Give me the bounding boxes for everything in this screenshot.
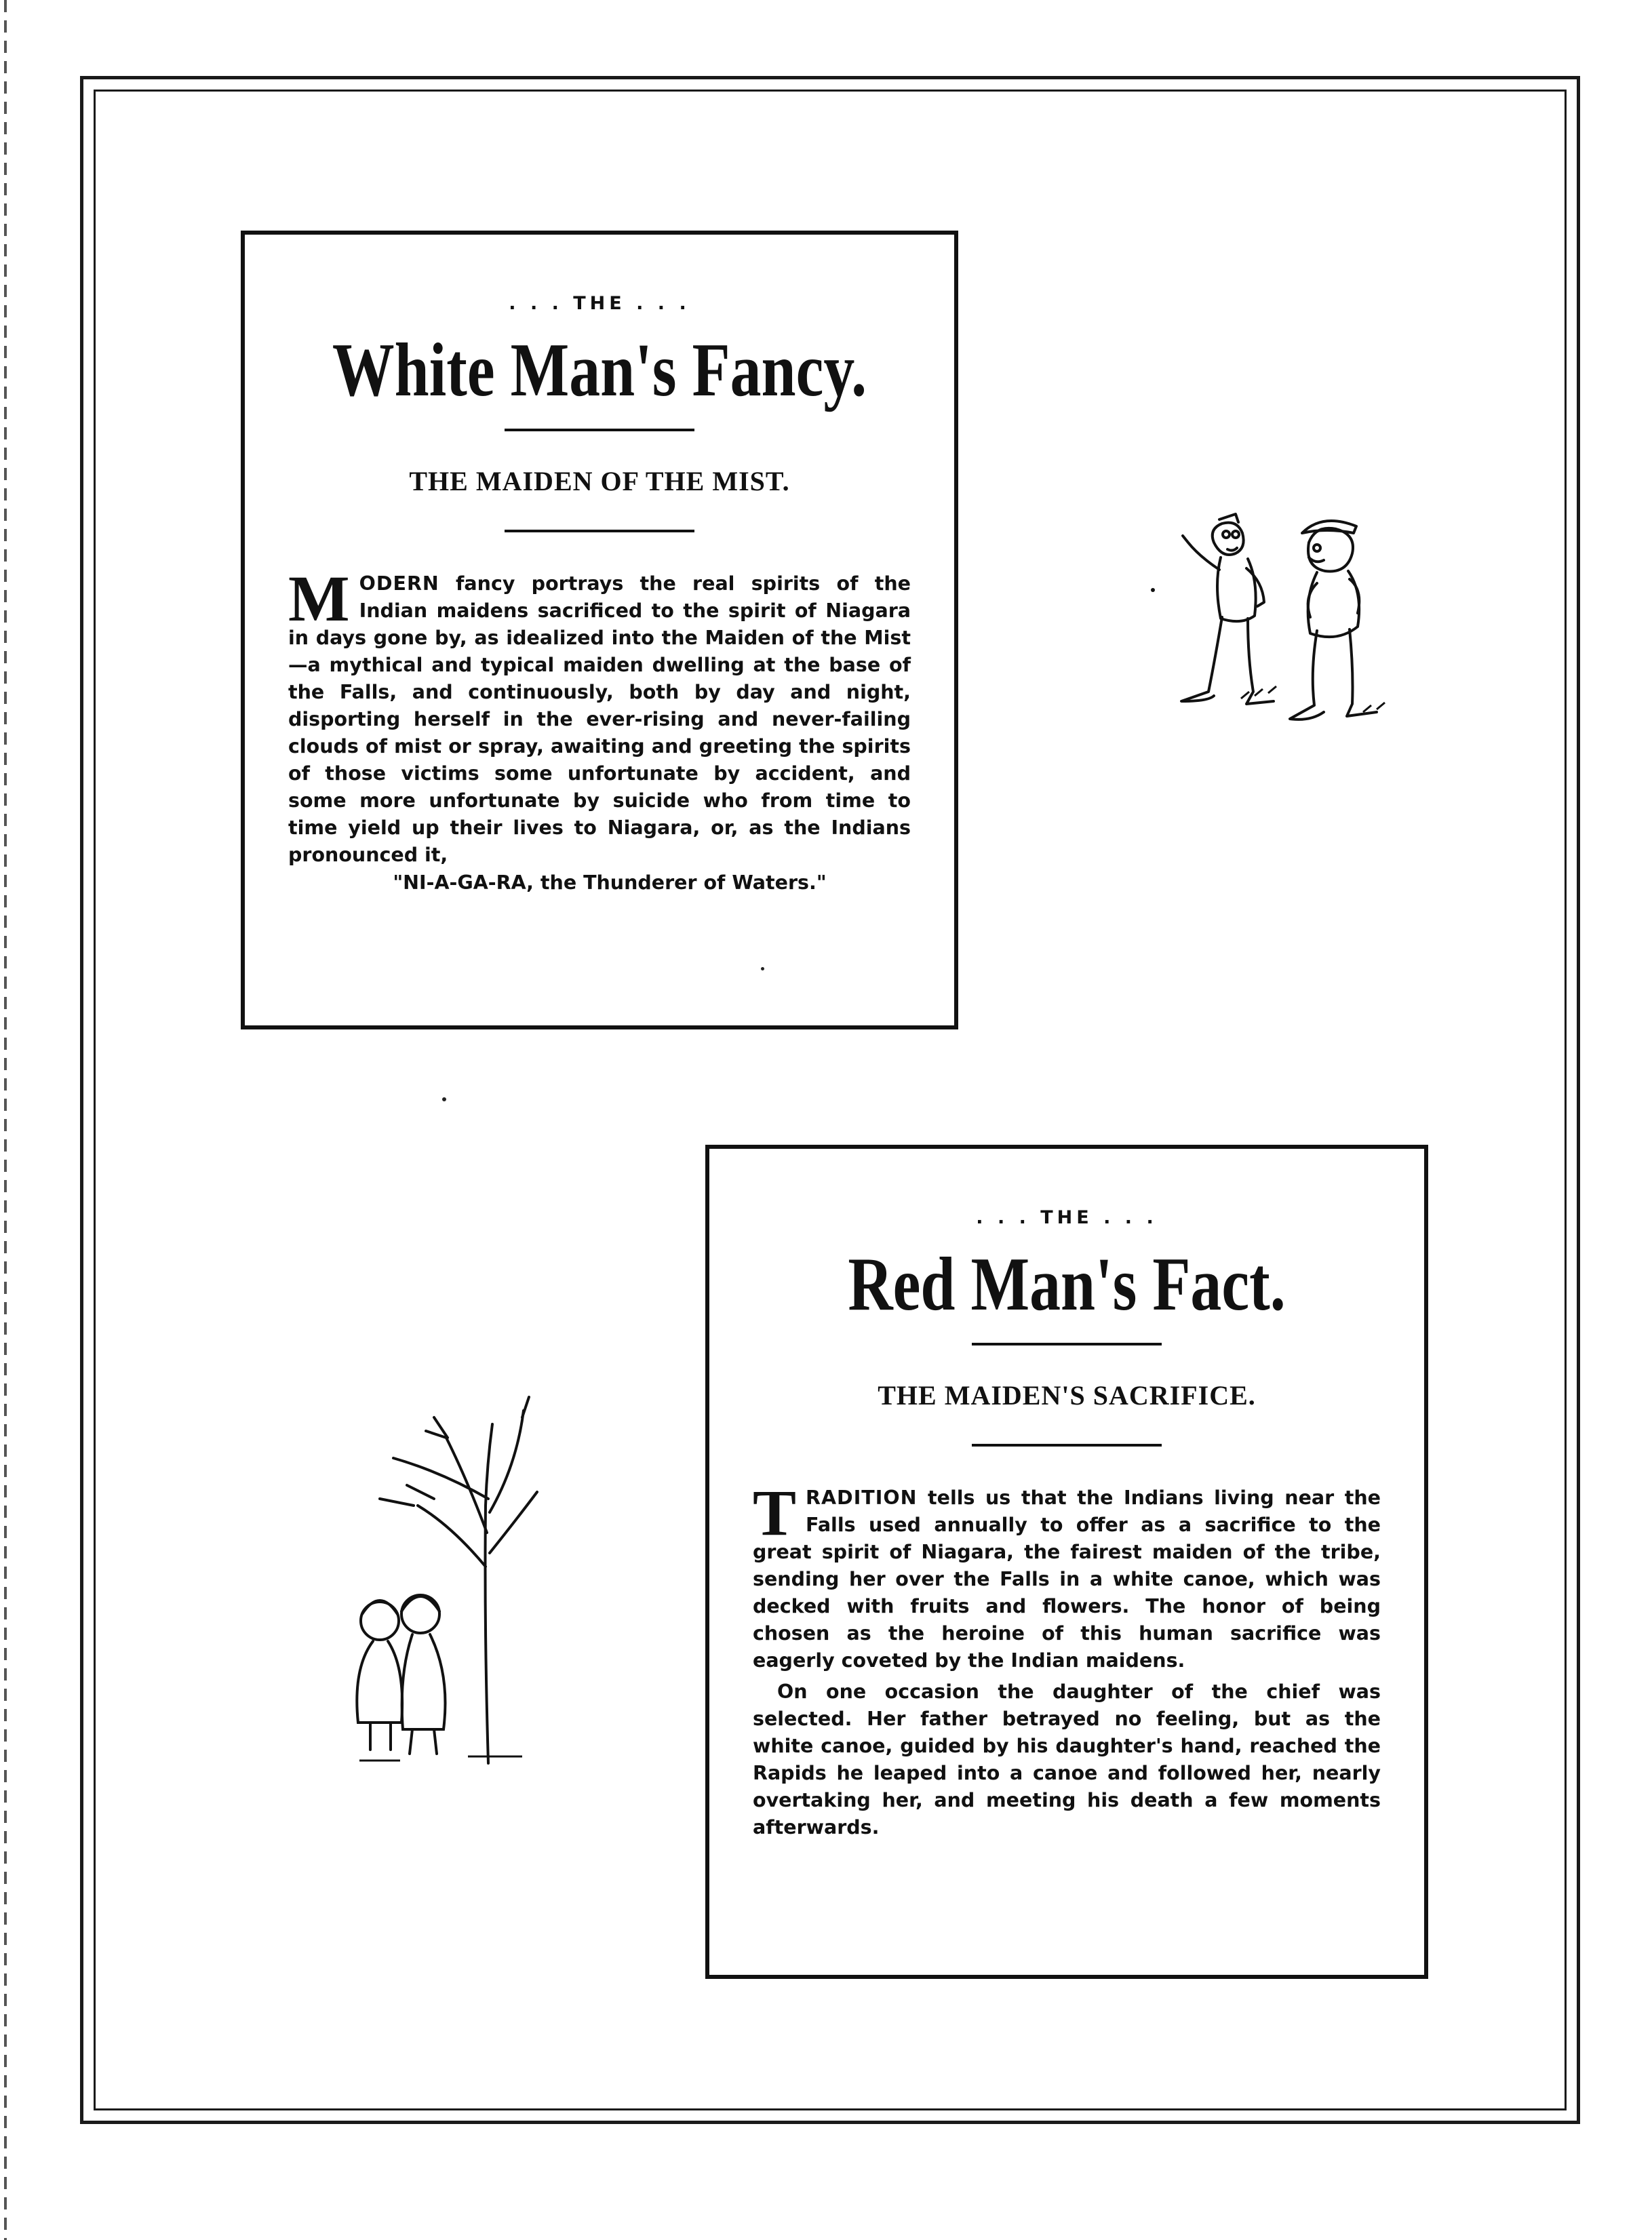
fancy-body: [288, 562, 911, 869]
fact-eyebrow: . . . THE . . .: [976, 1207, 1158, 1228]
red-mans-fact-panel: [705, 1145, 1428, 1979]
fancy-quote: "NI-A-GA-RA, the Thunderer of Waters.": [393, 871, 827, 895]
fact-body-text: tells us that the Indians living near the Falls used annually to offer as a sacrifice to the great spirit of Niagara, the fairest maiden of the tribe, sending her over the Falls in a white canoe, which was decked with fruits and flowers. The honor of being chosen as the heroine of this human sacrifice was eagerly coveted by the Indian maidens.: [753, 1487, 1381, 1672]
fact-title: Red Man's Fact.: [848, 1242, 1286, 1327]
fancy-first-word: ODERN: [359, 572, 439, 595]
white-mans-fancy-panel: [241, 231, 958, 1029]
fancy-rule-1: [505, 429, 694, 431]
fact-rule-2: [972, 1444, 1162, 1447]
fact-first-word: RADITION: [806, 1487, 918, 1510]
children-under-tree-illustration: [332, 1363, 549, 1770]
fact-dropcap: T: [753, 1476, 797, 1550]
scan-edge: [4, 0, 7, 2240]
fancy-rule-2: [505, 530, 694, 532]
two-figures-cartoon: [1139, 495, 1411, 766]
fact-body: [753, 1476, 1381, 1841]
fact-rule-1: [972, 1343, 1162, 1345]
fancy-dropcap: M: [288, 562, 350, 635]
print-speck: [442, 1097, 446, 1101]
fancy-eyebrow: . . . THE . . .: [509, 293, 690, 314]
fancy-body-text: fancy portrays the real spirits of the Indian maidens sacrificed to the spirit of Niagara in days gone by, as idealized into the Maiden of the Mist—a mythical and typical maiden dwelling at the base of the Falls, and continuously, both by day and night, disporting herself in the ever-rising and never-failing clouds of mist or spray, awaiting and greeting the spirits of those victims some unfortunate by accident, and some more unfortunate by suicide who from time to time yield up their lives to Niagara, or, as the Indians pronounced it,: [288, 572, 911, 867]
fancy-title: White Man's Fancy.: [332, 328, 867, 412]
print-speck: [761, 967, 764, 970]
fancy-subtitle: THE MAIDEN OF THE MIST.: [409, 466, 790, 497]
fact-body-paragraph-2: On one occasion the daughter of the chief was selected. Her father betrayed no feeling, but as the white canoe, guided by his daughter's hand, reached the Rapids he leaped into a canoe and followed her, nearly overtaking her, and meeting his death a few moments afterwards.: [753, 1681, 1381, 1839]
fact-subtitle: THE MAIDEN'S SACRIFICE.: [878, 1380, 1256, 1411]
